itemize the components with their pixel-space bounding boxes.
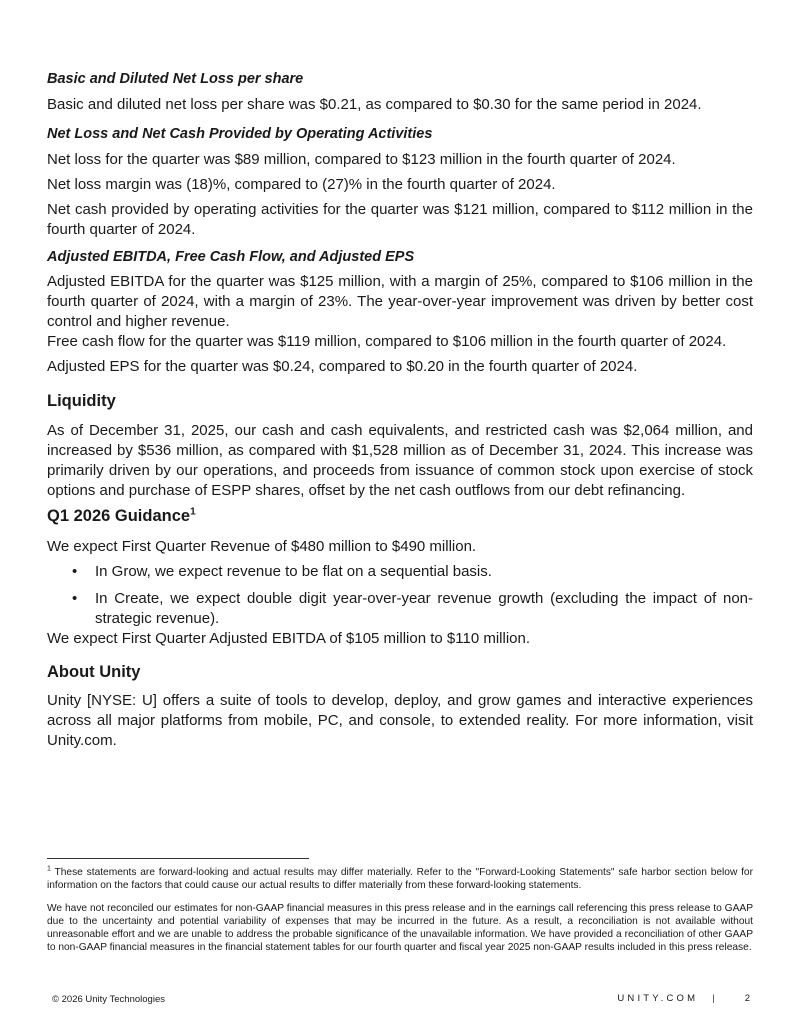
footnote-ref: 1 <box>190 506 196 518</box>
heading-ebitda: Adjusted EBITDA, Free Cash Flow, and Adjusted EPS <box>47 249 415 265</box>
footer-copyright: © 2026 Unity Technologies <box>52 994 165 1005</box>
footer-separator: | <box>712 993 715 1004</box>
guidance-bullet-list <box>47 562 753 629</box>
footnote-marker: 1 <box>47 865 51 873</box>
bullet-text: In Grow, we expect revenue to be flat on a sequential basis. <box>95 563 492 580</box>
paragraph-adjusted-eps: Adjusted EPS for the quarter was $0.24, compared to $0.20 in the fourth quarter of 2024. <box>47 358 638 375</box>
footnote-1-text: These statements are forward-looking and actual results may differ materially. Refer to the "Forward-Looking Statements" safe harbor section below for information on the factors that could cause our actual results to differ materially from these forward-looking statements. <box>47 867 753 891</box>
bullet-text: In Create, we expect double digit year-over-year revenue growth (excluding the impact of non-strategic revenue). <box>95 590 753 627</box>
heading-eps: Basic and Diluted Net Loss per share <box>47 71 304 87</box>
paragraph-net-loss: Net loss for the quarter was $89 million, compared to $123 million in the fourth quarter of 2024. <box>47 151 676 168</box>
page-number: 2 <box>744 993 750 1004</box>
paragraph-guidance-revenue: We expect First Quarter Revenue of $480 million to $490 million. <box>47 538 477 555</box>
bullet-glyph: • <box>72 563 78 580</box>
paragraph-liquidity: As of December 31, 2025, our cash and cash equivalents, and restricted cash was $2,064 million, and increased by $536 million, as compared with $1,528 million as of December 31, 2024. This increase was primarily driven by our operations, and proceeds from issuance of common stock upon exercise of stock options and purchase of ESPP shares, offset by the net cash outflows from our debt refinancing. <box>47 422 753 499</box>
heading-net-loss: Net Loss and Net Cash Provided by Operating Activities <box>47 126 433 142</box>
footer-right <box>617 993 750 1005</box>
heading-about: About Unity <box>47 663 141 681</box>
paragraph-ebitda: Adjusted EBITDA for the quarter was $125 million, with a margin of 25%, compared to $106 million in the fourth quarter of 2024, with a margin of 23%. The year-over-year improvement was driven by better cost control and higher revenue. <box>47 273 753 330</box>
paragraph-guidance-ebitda: We expect First Quarter Adjusted EBITDA of $105 million to $110 million. <box>47 630 531 647</box>
list-item <box>47 589 753 629</box>
paragraph-free-cash-flow: Free cash flow for the quarter was $119 million, compared to $106 million in the fourth quarter of 2024. <box>47 333 727 350</box>
paragraph-eps: Basic and diluted net loss per share was $0.21, as compared to $0.30 for the same period in 2024. <box>47 96 702 113</box>
paragraph-net-loss-margin: Net loss margin was (18)%, compared to (27)% in the fourth quarter of 2024. <box>47 176 556 193</box>
heading-liquidity: Liquidity <box>47 392 116 410</box>
footer-site-link[interactable]: UNITY.COM <box>617 993 699 1004</box>
heading-guidance-text: Q1 2026 Guidance <box>47 507 191 525</box>
paragraph-about: Unity [NYSE: U] offers a suite of tools to develop, deploy, and grow games and interactive experiences across all major platforms from mobile, PC, and console, to extended reality. For more information, visit Unity.com. <box>47 692 753 749</box>
bullet-glyph: • <box>72 590 78 607</box>
footnote-1 <box>47 866 753 892</box>
footnote-2: We have not reconciled our estimates for non-GAAP financial measures in this press release and in the earnings call referencing this press release to GAAP due to the uncertainty and potential variability of expenses that may be incurred in the future. As a result, a reconciliation is not available without unreasonable effort and we are unable to address the probable significance of the unavailable information. We have provided a reconciliation of other GAAP to non-GAAP financial measures in the financial statement tables for our fourth quarter and fiscal year 2025 non-GAAP results included in this press release. <box>47 903 753 953</box>
paragraph-operating-cash: Net cash provided by operating activities for the quarter was $121 million, compared to $112 million in the fourth quarter of 2024. <box>47 201 753 238</box>
list-item <box>47 562 753 582</box>
heading-guidance <box>47 506 196 526</box>
footnote-divider <box>47 858 309 859</box>
